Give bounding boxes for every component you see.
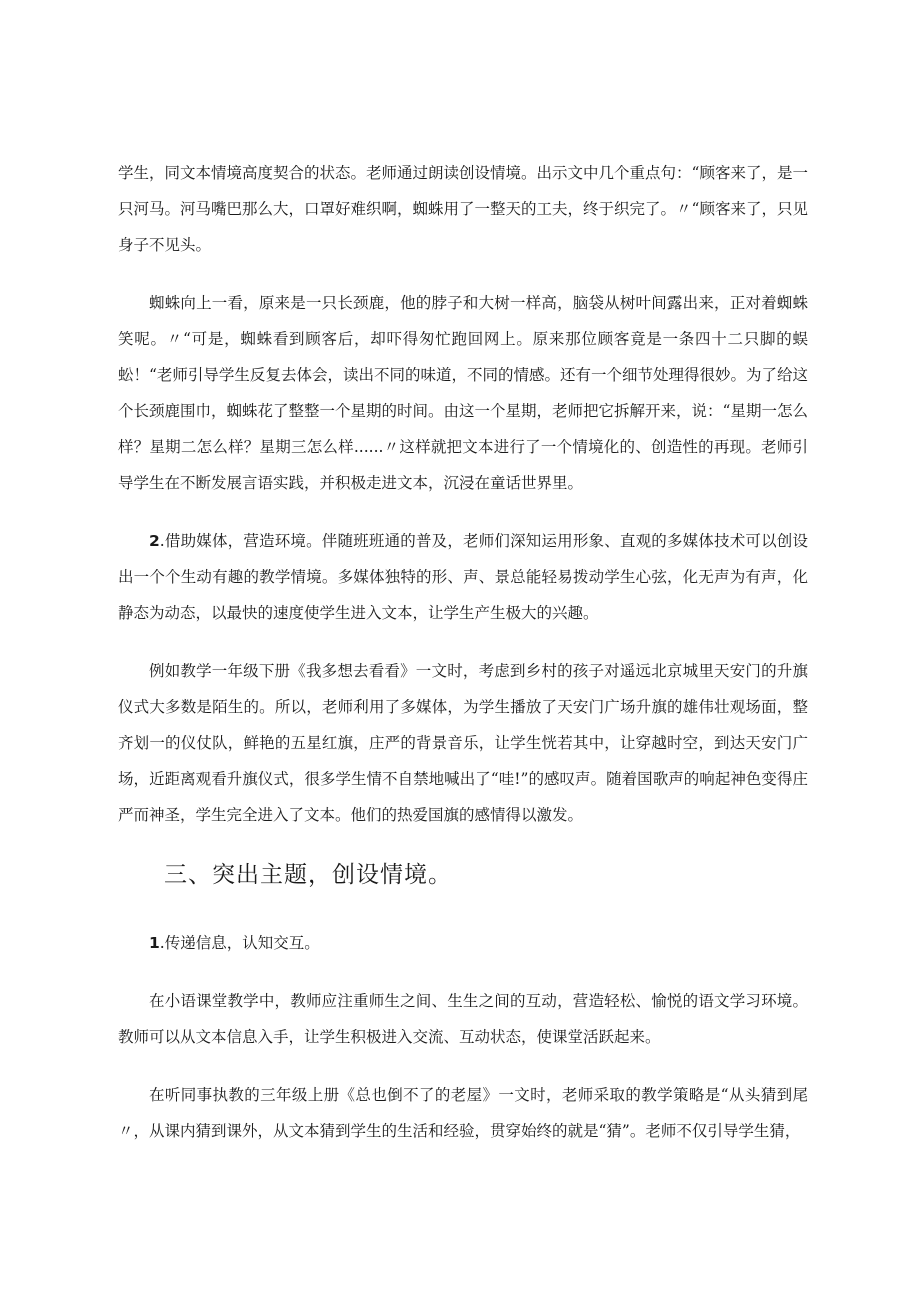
item-number: 1 <box>149 934 160 952</box>
paragraph-spider-giraffe: 蜘蛛向上一看，原来是一只长颈鹿，他的脖子和大树一样高，脑袋从树叶间露出来，正对着蜘蛛笑呢。〃“可是，蜘蛛看到顾客后，却吓得匆忙跑回网上。原来那位顾客竟是一条四十二只脚的蜈蚣！“老师引导学生反复去体会，读出不同的味道，不同的情感。还有一个细节处理得很妙。为了给这个长颈鹿围巾，蜘蛛花了整整一个星期的时间。由这一个星期，老师把它拆解开来，说：“星期一怎么样？星期二怎么样？星期三怎么样......〃这样就把文本进行了一个情境化的、创造性的再现。老师引导学生在不断发展言语实践，并积极走进文本，沉浸在童话世界里。 <box>118 294 808 492</box>
item-number: 2 <box>149 532 160 550</box>
item-text: .借助媒体，营造环境。伴随班班通的普及，老师们深知运用形象、直观的多媒体技术可以创设出一个个生动有趣的教学情境。多媒体独特的形、声、景总能轻易拨动学生心弦，化无声为有声，化静态为动态，以最快的速度使学生进入文本，让学生产生极大的兴趣。 <box>118 532 808 622</box>
paragraph-old-house-example: 在听同事执教的三年级上册《总也倒不了的老屋》一文时，老师采取的教学策略是“从头猜到尾〃，从课内猜到课外，从文本猜到学生的生活和经验，贯穿始终的就是“猜”。老师不仅引导学生猜， <box>118 1086 808 1140</box>
item-text: .传递信息，认知交互。 <box>159 934 320 952</box>
section-heading: 三、突出主题，创设情境。 <box>164 862 452 888</box>
paragraph-flag-raising-example: 例如教学一年级下册《我多想去看看》一文时，考虑到乡村的孩子对遥远北京城里天安门的升旗仪式大多数是陌生的。所以，老师利用了多媒体，为学生播放了天安门广场升旗的雄伟壮观场面，整齐划一的仪仗队，鲜艳的五星红旗，庄严的背景音乐，让学生恍若其中，让穿越时空，到达天安门广场，近距离观看升旗仪式，很多学生情不自禁地喊出了“哇!”的感叹声。随着国歌声的响起神色变得庄严而神圣，学生完全进入了文本。他们的热爱国旗的感情得以激发。 <box>118 662 808 824</box>
paragraph-media-environment <box>118 523 808 631</box>
paragraph-subitem <box>118 925 808 961</box>
document-page <box>118 155 808 1171</box>
paragraph-continuation: 学生，同文本情境高度契合的状态。老师通过朗读创设情境。出示文中几个重点句：“顾客来了，是一只河马。河马嘴巴那么大，口罩好难织啊，蜘蛛用了一整天的工夫，终于织完了。〃“顾客来了，只见身子不见头。 <box>118 164 808 254</box>
paragraph-interaction: 在小语课堂教学中，教师应注重师生之间、生生之间的互动，营造轻松、愉悦的语文学习环境。教师可以从文本信息入手，让学生积极进入交流、互动状态，使课堂活跃起来。 <box>118 992 808 1046</box>
